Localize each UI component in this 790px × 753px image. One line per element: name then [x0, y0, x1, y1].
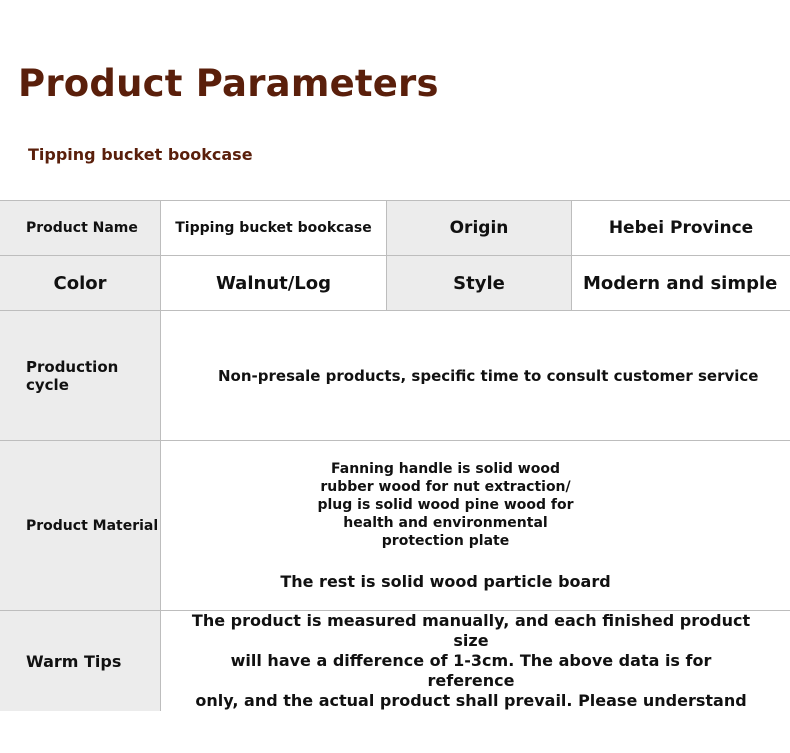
origin-value: Hebei Province	[572, 201, 790, 255]
material-rest-text: The rest is solid wood particle board	[280, 572, 611, 591]
table-row	[0, 441, 790, 611]
material-line: health and environmental	[343, 515, 548, 531]
material-description	[311, 460, 581, 550]
style-value: Modern and simple	[572, 256, 790, 310]
product-material-value	[161, 441, 790, 610]
table-row	[0, 201, 790, 256]
product-name-value: Tipping bucket bookcase	[161, 201, 387, 255]
style-label: Style	[387, 256, 572, 310]
color-label: Color	[0, 256, 161, 310]
warm-tips-line: only, and the actual product shall prevail. Please understand	[195, 691, 747, 710]
warm-tips-label: Warm Tips	[0, 611, 161, 711]
production-cycle-label: Production cycle	[0, 311, 161, 440]
product-subtitle: Tipping bucket bookcase	[28, 145, 253, 164]
material-line: plug is solid wood pine wood for	[317, 497, 574, 513]
page-title: Product Parameters	[18, 62, 439, 105]
production-cycle-value: Non-presale products, specific time to consult customer service	[161, 311, 790, 440]
warm-tips-text	[191, 611, 751, 711]
table-row	[0, 256, 790, 311]
product-name-label: Product Name	[0, 201, 161, 255]
warm-tips-value	[161, 611, 790, 711]
parameter-table	[0, 200, 790, 711]
material-line: rubber wood for nut extraction/	[320, 479, 571, 495]
warm-tips-line: The product is measured manually, and each finished product size	[191, 611, 751, 650]
table-row	[0, 611, 790, 711]
product-material-label: Product Material	[0, 441, 161, 610]
color-value: Walnut/Log	[161, 256, 387, 310]
table-row	[0, 311, 790, 441]
material-line: Fanning handle is solid wood	[331, 461, 560, 477]
material-line: protection plate	[381, 533, 510, 549]
warm-tips-line: will have a difference of 1-3cm. The above data is for reference	[230, 651, 712, 690]
origin-label: Origin	[387, 201, 572, 255]
